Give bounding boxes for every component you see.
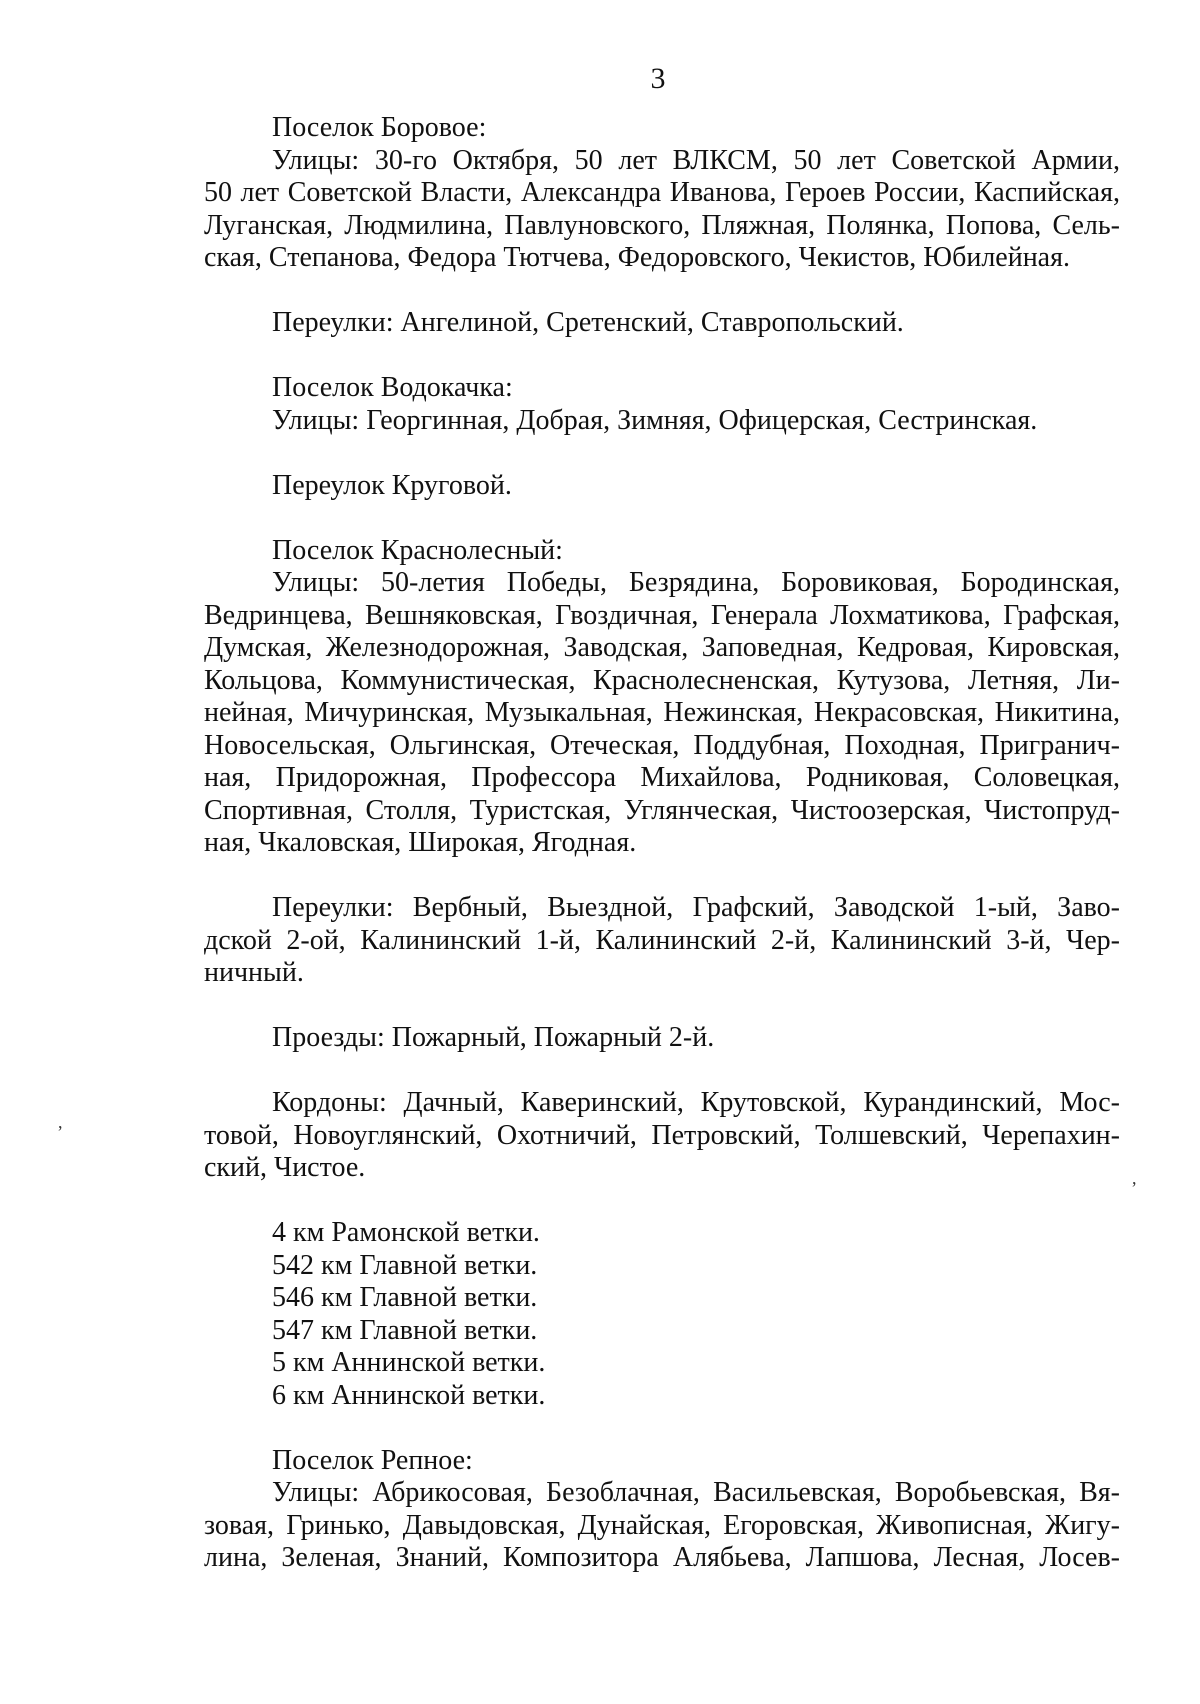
text-line: ная, Придорожная, Профессора Михайлова, Родниковая, Соловецкая, <box>204 762 1120 793</box>
scan-speck: , <box>1132 1168 1137 1188</box>
text-line: Луганская, Людмилина, Павлуновского, Пляжная, Полянка, Попова, Сель- <box>204 209 1120 241</box>
text-line: Улицы: Георгинная, Добрая, Зимняя, Офицерская, Сестринская. <box>272 404 1038 436</box>
heading-borovoe: Поселок Боровое: <box>272 112 487 143</box>
text-line: Улицы: 50-летия Победы, Безрядина, Боровиковая, Бородинская, <box>272 567 1120 598</box>
list-item: 547 км Главной ветки. <box>272 1314 538 1346</box>
text-line: 50 лет Советской Власти, Александра Иванова, Героев России, Каспийская, <box>204 177 1120 208</box>
text-line: зовая, Гринько, Давыдовская, Дунайская, Егоровская, Живописная, Жигу- <box>204 1509 1120 1541</box>
text-line: Новосельская, Ольгинская, Отеческая, Поддубная, Походная, Пригранич- <box>204 729 1120 761</box>
page-number: 3 <box>650 62 666 95</box>
section-krasnolesny <box>204 535 1120 860</box>
text-line: товой, Новоуглянский, Охотничий, Петровский, Толшевский, Черепахин- <box>204 1119 1120 1151</box>
text-line: лина, Зеленая, Знаний, Композитора Алябьева, Лапшова, Лесная, Лосев- <box>204 1542 1120 1573</box>
text-line: ная, Чкаловская, Широкая, Ягодная. <box>204 827 637 858</box>
list-item: 4 км Рамонской ветки. <box>272 1217 540 1248</box>
section-repnoe <box>204 1445 1120 1575</box>
text-line: нейная, Мичуринская, Музыкальная, Нежинская, Некрасовская, Никитина, <box>204 697 1120 728</box>
section-krasnolesny-lanes <box>204 892 1120 990</box>
section-vodokachka <box>204 372 1120 437</box>
text-line: Переулок Круговой. <box>272 469 512 501</box>
railway-km-list <box>204 1217 1120 1412</box>
text-line: дской 2-ой, Калининский 1-й, Калининский 2-й, Калининский 3-й, Чер- <box>204 924 1120 956</box>
text-line: Кордоны: Дачный, Каверинский, Крутовской, Курандинский, Мос- <box>272 1087 1120 1118</box>
text-line: Спортивная, Столля, Туристская, Углянческая, Чистоозерская, Чистопруд- <box>204 794 1120 826</box>
text-line: Улицы: Абрикосовая, Безоблачная, Васильевская, Воробьевская, Вя- <box>272 1477 1120 1508</box>
section-vodokachka-lane <box>204 470 1120 503</box>
list-item: 6 км Аннинской ветки. <box>272 1379 546 1411</box>
text-line: ский, Чистое. <box>204 1152 366 1183</box>
section-krasnolesny-passages <box>204 1022 1120 1055</box>
heading-repnoe: Поселок Репное: <box>272 1444 473 1476</box>
scan-speck: , <box>58 1112 63 1132</box>
list-item: 546 км Главной ветки. <box>272 1282 538 1313</box>
text-line: Проезды: Пожарный, Пожарный 2-й. <box>272 1022 715 1053</box>
section-borovoe <box>204 112 1120 275</box>
text-line: ская, Степанова, Федора Тютчева, Федоровского, Чекистов, Юбилейная. <box>204 242 1070 273</box>
text-line: Переулки: Ангелиной, Сретенский, Ставропольский. <box>272 307 904 338</box>
text-line: Думская, Железнодорожная, Заводская, Заповедная, Кедровая, Кировская, <box>204 632 1120 663</box>
text-line: Переулки: Вербный, Выездной, Графский, Заводской 1-ый, Заво- <box>272 892 1120 923</box>
heading-krasnolesny: Поселок Краснолесный: <box>272 534 563 566</box>
section-borovoe-lanes <box>204 307 1120 340</box>
text-line: Кольцова, Коммунистическая, Краснолесненская, Кутузова, Летняя, Ли- <box>204 664 1120 696</box>
heading-vodokachka: Поселок Водокачка: <box>272 372 513 403</box>
text-line: ничный. <box>204 957 304 988</box>
text-line: Ведринцева, Вешняковская, Гвоздичная, Генерала Лохматикова, Графская, <box>204 599 1120 631</box>
section-krasnolesny-cordons <box>204 1087 1120 1185</box>
list-item: 542 км Главной ветки. <box>272 1249 538 1281</box>
text-line: Улицы: 30-го Октября, 50 лет ВЛКСМ, 50 лет Советской Армии, <box>272 144 1120 176</box>
document-body <box>204 112 1120 1575</box>
list-item: 5 км Аннинской ветки. <box>272 1347 546 1378</box>
